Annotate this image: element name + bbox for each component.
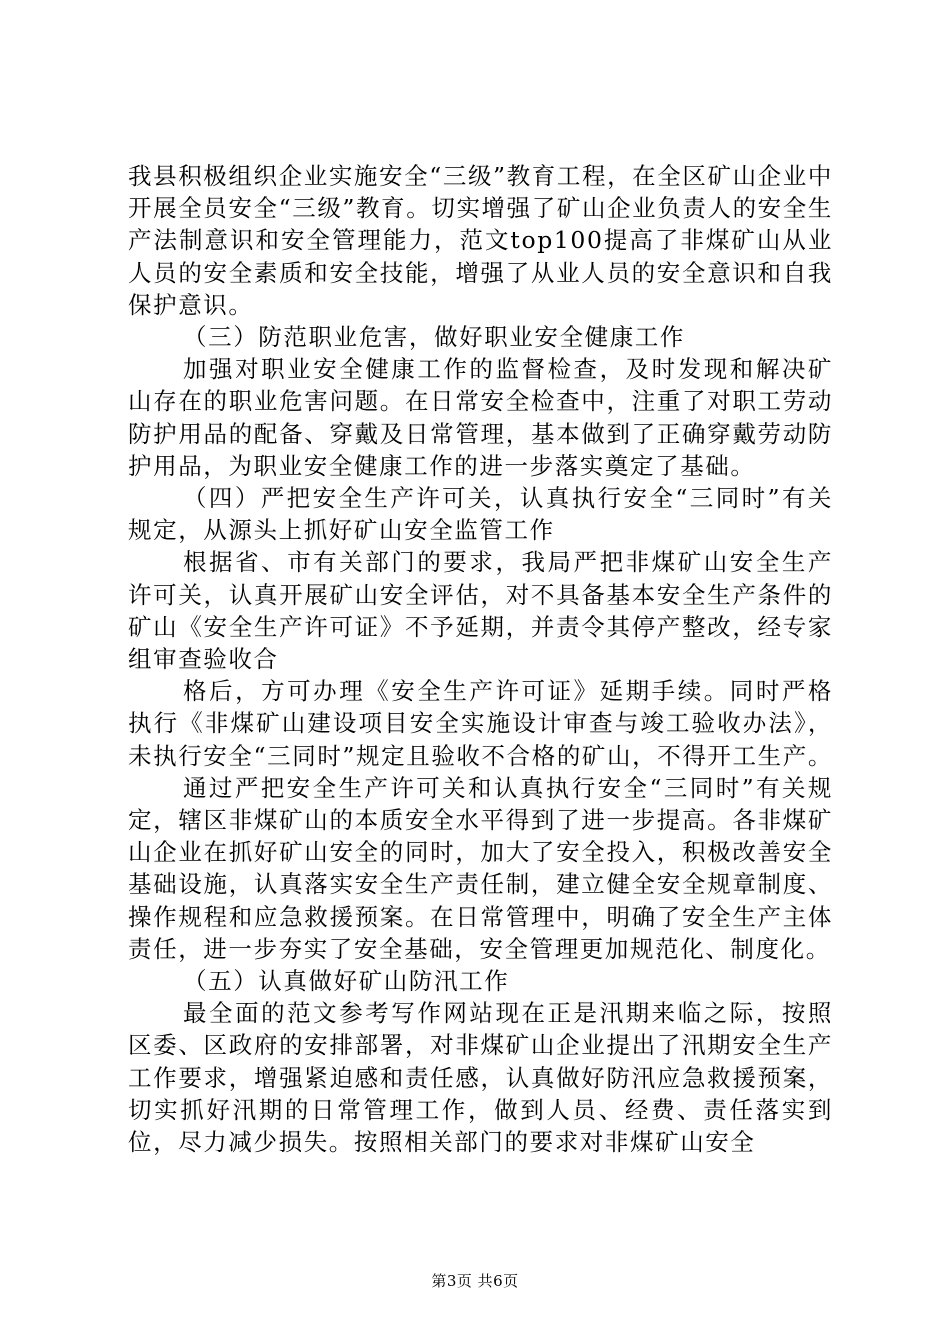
document-body: [128, 160, 833, 1158]
section-heading-4: （四）严把安全生产许可关，认真执行安全“三同时”有关规定，从源头上抓好矿山安全监管工作: [128, 484, 833, 545]
page-number-footer: 第3页 共6页: [431, 1272, 519, 1290]
paragraph-flood-prevention: 最全面的范文参考写作网站现在正是汛期来临之际，按照区委、区政府的安排部署，对非煤矿山企业提出了汛期安全生产工作要求，增强紧迫感和责任感，认真做好防汛应急救援预案，切实抓好汛期的日常管理工作，做到人员、经费、责任落实到位，尽力减少损失。按照相关部门的要求对非煤矿山安全: [128, 999, 833, 1157]
paragraph-safety-level: 通过严把安全生产许可关和认真执行安全“三同时”有关规定，辖区非煤矿山的本质安全水平得到了进一步提高。各非煤矿山企业在抓好矿山安全的同时，加大了安全投入，积极改善安全基础设施，认真落实安全生产责任制，建立健全安全规章制度、操作规程和应急救援预案。在日常管理中，明确了安全生产主体责任，进一步夯实了安全基础，安全管理更加规范化、制度化。: [128, 773, 833, 963]
section-heading-5: （五）认真做好矿山防汛工作: [183, 967, 510, 996]
section-heading-3: （三）防范职业危害，做好职业安全健康工作: [183, 323, 685, 352]
paragraph-occupational-health: 加强对职业安全健康工作的监督检查，及时发现和解决矿山存在的职业危害问题。在日常安全检查中，注重了对职工劳动防护用品的配备、穿戴及日常管理，基本做到了正确穿戴劳动防护用品，为职业安全健康工作的进一步落实奠定了基础。: [128, 355, 833, 480]
paragraph-training: 我县积极组织企业实施安全“三级”教育工程，在全区矿山企业中开展全员安全“三级”教育。切实增强了矿山企业负责人的安全生产法制意识和安全管理能力，范文top100提高了非煤矿山从业人员的安全素质和安全技能，增强了从业人员的安全意识和自我保护意识。: [128, 162, 833, 319]
paragraph-permit-extension: 格后，方可办理《安全生产许可证》延期手续。同时严格执行《非煤矿山建设项目安全实施设计审查与竣工验收办法》，未执行安全“三同时”规定且验收不合格的矿山，不得开工生产。: [128, 677, 833, 770]
paragraph-permit-review: 根据省、市有关部门的要求，我局严把非煤矿山安全生产许可关，认真开展矿山安全评估，对不具备基本安全生产条件的矿山《安全生产许可证》不予延期，并责令其停产整改，经专家组审查验收合: [128, 548, 833, 674]
